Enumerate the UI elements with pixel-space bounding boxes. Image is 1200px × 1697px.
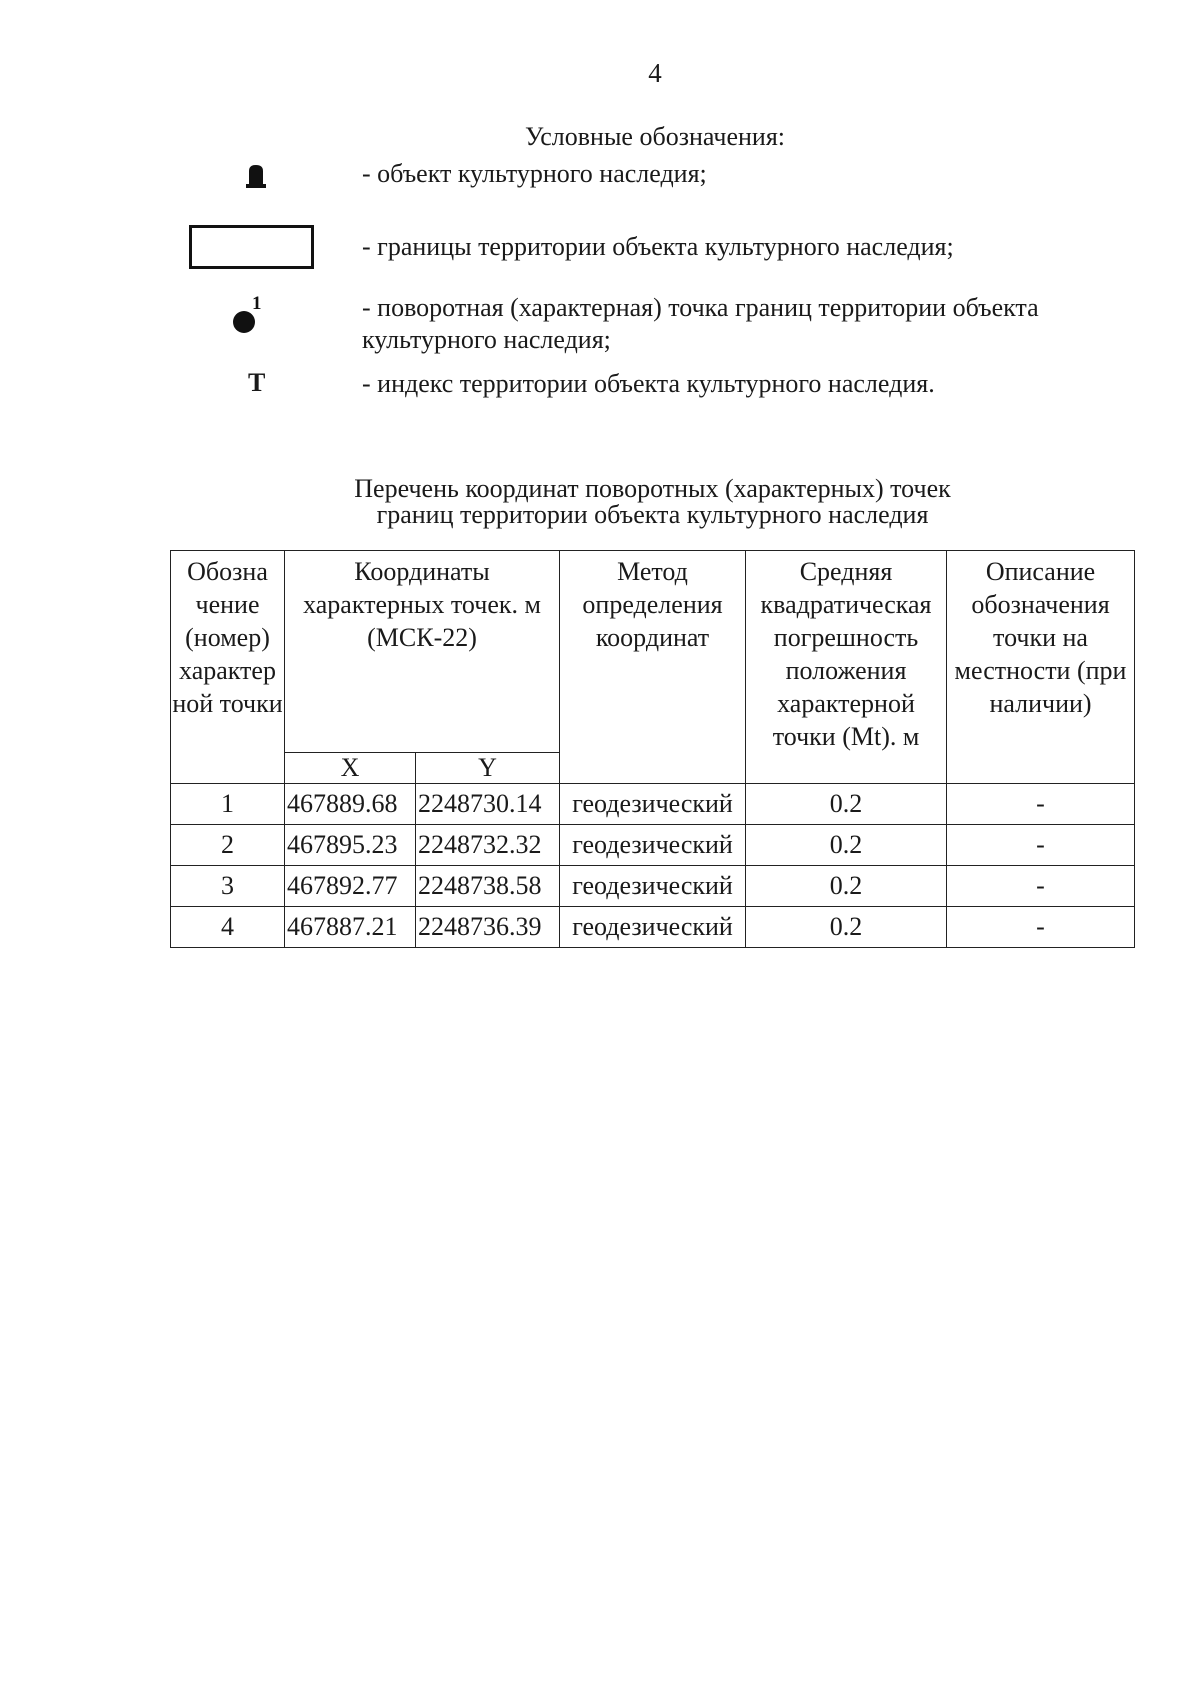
- table-row: [171, 825, 1135, 866]
- cell-method: геодезический: [560, 825, 746, 866]
- coordinates-table: [170, 550, 1135, 948]
- territory-index-icon: Т: [248, 368, 266, 397]
- header-error: Средняя квадратическая погрешность положения характерной точки (Mt). м: [746, 551, 947, 784]
- cell-id: 4: [171, 907, 285, 948]
- table-row: [171, 907, 1135, 948]
- legend-text: - объект культурного наследия;: [362, 159, 707, 188]
- table-row: [171, 784, 1135, 825]
- cell-method: геодезический: [560, 866, 746, 907]
- legend-title: Условные обозначения:: [524, 122, 786, 151]
- cell-description: -: [947, 907, 1135, 948]
- cell-description: -: [947, 866, 1135, 907]
- cell-error: 0.2: [746, 866, 947, 907]
- cell-method: геодезический: [560, 784, 746, 825]
- header-y: Y: [416, 753, 560, 784]
- header-coordinates: Координаты характерных точек. м (МСК-22): [285, 551, 560, 753]
- cell-x: 467889.68: [285, 784, 416, 825]
- cell-x: 467892.77: [285, 866, 416, 907]
- cell-error: 0.2: [746, 825, 947, 866]
- cell-x: 467887.21: [285, 907, 416, 948]
- table-title-line: границ территории объекта культурного наследия: [376, 500, 929, 529]
- cell-y: 2248732.32: [416, 825, 560, 866]
- cell-id: 1: [171, 784, 285, 825]
- turning-point-icon: [232, 294, 266, 334]
- cell-description: -: [947, 784, 1135, 825]
- turning-point-label: 1: [252, 294, 262, 314]
- header-method: Метод определения координат: [560, 551, 746, 784]
- cell-error: 0.2: [746, 907, 947, 948]
- cell-id: 2: [171, 825, 285, 866]
- legend-text: - границы территории объекта культурного наследия;: [362, 232, 954, 261]
- cell-x: 467895.23: [285, 825, 416, 866]
- cultural-heritage-object-icon: [246, 164, 266, 188]
- legend-text: - поворотная (характерная) точка границ территории объекта культурного наследия;: [362, 293, 1039, 354]
- page-number: 4: [648, 58, 662, 88]
- legend-text: - индекс территории объекта культурного наследия.: [362, 369, 935, 398]
- table-title: [170, 476, 1135, 528]
- cell-id: 3: [171, 866, 285, 907]
- territory-boundary-icon: [189, 225, 314, 269]
- header-x: X: [285, 753, 416, 784]
- table-row: [171, 866, 1135, 907]
- cell-error: 0.2: [746, 784, 947, 825]
- cell-y: 2248730.14: [416, 784, 560, 825]
- table-title-line: Перечень координат поворотных (характерных) точек: [354, 474, 951, 503]
- header-designation: Обозна чение (номер) характер ной точки: [171, 551, 285, 784]
- cell-y: 2248738.58: [416, 866, 560, 907]
- cell-method: геодезический: [560, 907, 746, 948]
- cell-y: 2248736.39: [416, 907, 560, 948]
- header-description: Описание обозначения точки на местности (при наличии): [947, 551, 1135, 784]
- cell-description: -: [947, 825, 1135, 866]
